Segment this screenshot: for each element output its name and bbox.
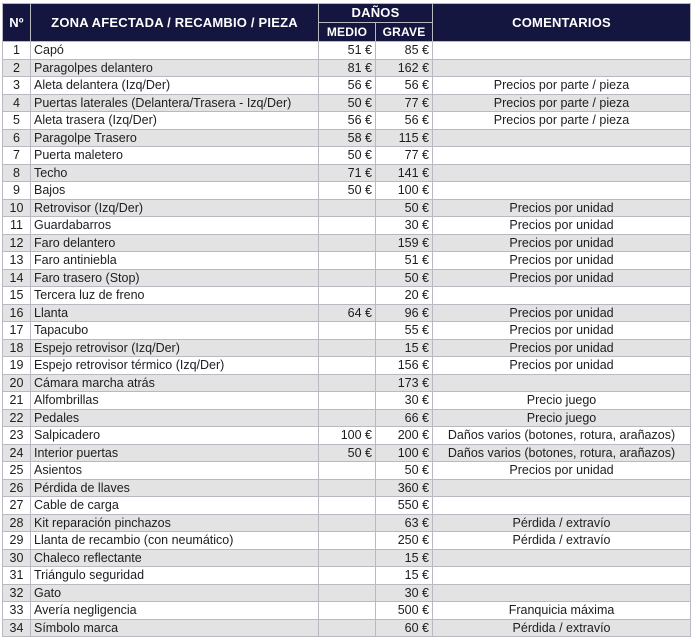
- row-comment: Daños varios (botones, rotura, arañazos): [433, 427, 691, 445]
- header-medio: MEDIO: [319, 23, 376, 42]
- row-comment: Precios por unidad: [433, 252, 691, 270]
- row-comment: Precios por unidad: [433, 357, 691, 375]
- row-zone: Salpicadero: [31, 427, 319, 445]
- row-zone: Puerta maletero: [31, 147, 319, 165]
- row-comment: Precios por unidad: [433, 304, 691, 322]
- table-row: [3, 532, 691, 550]
- row-number: 29: [3, 532, 31, 550]
- row-zone: Chaleco reflectante: [31, 549, 319, 567]
- row-number: 33: [3, 602, 31, 620]
- row-grave-price: 30 €: [376, 392, 433, 410]
- row-number: 22: [3, 409, 31, 427]
- row-medio-price: [319, 287, 376, 305]
- row-comment: Precios por unidad: [433, 269, 691, 287]
- row-number: 9: [3, 182, 31, 200]
- row-medio-price: 56 €: [319, 112, 376, 130]
- row-medio-price: [319, 532, 376, 550]
- row-medio-price: [319, 462, 376, 480]
- row-zone: Faro antiniebla: [31, 252, 319, 270]
- table-row: [3, 199, 691, 217]
- row-comment: Precios por unidad: [433, 199, 691, 217]
- table-row: [3, 269, 691, 287]
- row-comment: [433, 374, 691, 392]
- row-number: 30: [3, 549, 31, 567]
- row-comment: Franquicia máxima: [433, 602, 691, 620]
- row-grave-price: 141 €: [376, 164, 433, 182]
- row-zone: Aleta delantera (Izq/Der): [31, 77, 319, 95]
- row-comment: [433, 164, 691, 182]
- row-zone: Paragolpe Trasero: [31, 129, 319, 147]
- row-grave-price: 51 €: [376, 252, 433, 270]
- row-number: 17: [3, 322, 31, 340]
- row-medio-price: [319, 339, 376, 357]
- row-comment: [433, 497, 691, 515]
- row-medio-price: [319, 392, 376, 410]
- row-comment: Precio juego: [433, 392, 691, 410]
- row-medio-price: [319, 252, 376, 270]
- row-comment: Precios por parte / pieza: [433, 94, 691, 112]
- header-number: Nº: [3, 4, 31, 42]
- row-medio-price: 50 €: [319, 147, 376, 165]
- row-grave-price: 173 €: [376, 374, 433, 392]
- row-zone: Pérdida de llaves: [31, 479, 319, 497]
- row-zone: Espejo retrovisor térmico (Izq/Der): [31, 357, 319, 375]
- row-number: 15: [3, 287, 31, 305]
- table-row: [3, 129, 691, 147]
- row-medio-price: [319, 234, 376, 252]
- table-row: [3, 339, 691, 357]
- row-zone: Techo: [31, 164, 319, 182]
- row-zone: Puertas laterales (Delantera/Trasera - Izq/Der): [31, 94, 319, 112]
- row-number: 28: [3, 514, 31, 532]
- row-medio-price: [319, 567, 376, 585]
- row-grave-price: 156 €: [376, 357, 433, 375]
- row-number: 25: [3, 462, 31, 480]
- row-grave-price: 115 €: [376, 129, 433, 147]
- row-medio-price: 56 €: [319, 77, 376, 95]
- row-zone: Espejo retrovisor (Izq/Der): [31, 339, 319, 357]
- table-row: [3, 602, 691, 620]
- header-grave: GRAVE: [376, 23, 433, 42]
- row-comment: Pérdida / extravío: [433, 514, 691, 532]
- row-grave-price: 63 €: [376, 514, 433, 532]
- row-comment: Precios por unidad: [433, 234, 691, 252]
- table-row: [3, 514, 691, 532]
- table-row: [3, 112, 691, 130]
- damage-price-table: [2, 3, 691, 637]
- row-zone: Llanta de recambio (con neumático): [31, 532, 319, 550]
- row-zone: Pedales: [31, 409, 319, 427]
- row-comment: [433, 584, 691, 602]
- row-medio-price: [319, 479, 376, 497]
- row-comment: [433, 549, 691, 567]
- row-grave-price: 96 €: [376, 304, 433, 322]
- row-zone: Faro delantero: [31, 234, 319, 252]
- table-row: [3, 147, 691, 165]
- row-zone: Tapacubo: [31, 322, 319, 340]
- row-grave-price: 250 €: [376, 532, 433, 550]
- header-comments: COMENTARIOS: [433, 4, 691, 42]
- row-grave-price: 66 €: [376, 409, 433, 427]
- row-grave-price: 550 €: [376, 497, 433, 515]
- table-row: [3, 287, 691, 305]
- row-number: 11: [3, 217, 31, 235]
- row-zone: Símbolo marca: [31, 619, 319, 637]
- header-zone: ZONA AFECTADA / RECAMBIO / PIEZA: [31, 4, 319, 42]
- row-zone: Bajos: [31, 182, 319, 200]
- row-number: 34: [3, 619, 31, 637]
- row-zone: Llanta: [31, 304, 319, 322]
- row-medio-price: [319, 497, 376, 515]
- row-medio-price: [319, 357, 376, 375]
- row-number: 6: [3, 129, 31, 147]
- row-medio-price: [319, 217, 376, 235]
- row-grave-price: 360 €: [376, 479, 433, 497]
- row-comment: [433, 287, 691, 305]
- table-row: [3, 549, 691, 567]
- row-zone: Tercera luz de freno: [31, 287, 319, 305]
- row-number: 3: [3, 77, 31, 95]
- row-medio-price: 51 €: [319, 42, 376, 60]
- row-comment: Precios por unidad: [433, 339, 691, 357]
- row-grave-price: 50 €: [376, 269, 433, 287]
- table-row: [3, 234, 691, 252]
- row-medio-price: [319, 602, 376, 620]
- row-number: 7: [3, 147, 31, 165]
- row-medio-price: 50 €: [319, 182, 376, 200]
- row-medio-price: 64 €: [319, 304, 376, 322]
- row-number: 23: [3, 427, 31, 445]
- row-number: 16: [3, 304, 31, 322]
- table-row: [3, 444, 691, 462]
- row-medio-price: [319, 584, 376, 602]
- table-row: [3, 322, 691, 340]
- table-row: [3, 427, 691, 445]
- row-grave-price: 500 €: [376, 602, 433, 620]
- row-number: 32: [3, 584, 31, 602]
- row-grave-price: 30 €: [376, 217, 433, 235]
- table-row: [3, 357, 691, 375]
- row-comment: [433, 42, 691, 60]
- row-medio-price: [319, 514, 376, 532]
- row-number: 2: [3, 59, 31, 77]
- table-row: [3, 59, 691, 77]
- row-zone: Cable de carga: [31, 497, 319, 515]
- row-comment: Pérdida / extravío: [433, 619, 691, 637]
- row-number: 8: [3, 164, 31, 182]
- row-number: 13: [3, 252, 31, 270]
- row-comment: Precios por parte / pieza: [433, 77, 691, 95]
- table-row: [3, 497, 691, 515]
- row-medio-price: 71 €: [319, 164, 376, 182]
- row-number: 5: [3, 112, 31, 130]
- row-grave-price: 15 €: [376, 339, 433, 357]
- row-number: 19: [3, 357, 31, 375]
- row-comment: [433, 147, 691, 165]
- row-medio-price: [319, 619, 376, 637]
- row-zone: Gato: [31, 584, 319, 602]
- row-zone: Alfombrillas: [31, 392, 319, 410]
- row-number: 12: [3, 234, 31, 252]
- row-grave-price: 200 €: [376, 427, 433, 445]
- table-row: [3, 479, 691, 497]
- row-grave-price: 60 €: [376, 619, 433, 637]
- row-number: 27: [3, 497, 31, 515]
- row-comment: Pérdida / extravío: [433, 532, 691, 550]
- header-damage: DAÑOS: [319, 4, 433, 23]
- row-zone: Avería negligencia: [31, 602, 319, 620]
- row-medio-price: [319, 199, 376, 217]
- row-zone: Interior puertas: [31, 444, 319, 462]
- row-grave-price: 20 €: [376, 287, 433, 305]
- table-row: [3, 164, 691, 182]
- row-number: 31: [3, 567, 31, 585]
- table-body: [3, 42, 691, 637]
- row-number: 4: [3, 94, 31, 112]
- row-number: 20: [3, 374, 31, 392]
- row-comment: [433, 129, 691, 147]
- row-comment: Precios por unidad: [433, 462, 691, 480]
- row-grave-price: 56 €: [376, 77, 433, 95]
- row-comment: [433, 567, 691, 585]
- row-comment: Daños varios (botones, rotura, arañazos): [433, 444, 691, 462]
- row-grave-price: 50 €: [376, 462, 433, 480]
- row-number: 21: [3, 392, 31, 410]
- row-number: 26: [3, 479, 31, 497]
- row-grave-price: 15 €: [376, 567, 433, 585]
- row-medio-price: 50 €: [319, 94, 376, 112]
- table-row: [3, 94, 691, 112]
- row-medio-price: 58 €: [319, 129, 376, 147]
- row-number: 18: [3, 339, 31, 357]
- row-medio-price: [319, 374, 376, 392]
- row-grave-price: 56 €: [376, 112, 433, 130]
- row-number: 14: [3, 269, 31, 287]
- row-grave-price: 30 €: [376, 584, 433, 602]
- row-zone: Aleta trasera (Izq/Der): [31, 112, 319, 130]
- table-row: [3, 182, 691, 200]
- table-row: [3, 217, 691, 235]
- row-zone: Kit reparación pinchazos: [31, 514, 319, 532]
- row-medio-price: [319, 409, 376, 427]
- row-grave-price: 15 €: [376, 549, 433, 567]
- table-row: [3, 462, 691, 480]
- row-grave-price: 100 €: [376, 444, 433, 462]
- row-zone: Guardabarros: [31, 217, 319, 235]
- row-zone: Paragolpes delantero: [31, 59, 319, 77]
- row-zone: Capó: [31, 42, 319, 60]
- row-grave-price: 77 €: [376, 94, 433, 112]
- row-zone: Asientos: [31, 462, 319, 480]
- row-comment: Precios por unidad: [433, 322, 691, 340]
- row-medio-price: [319, 549, 376, 567]
- row-comment: [433, 182, 691, 200]
- row-grave-price: 100 €: [376, 182, 433, 200]
- table-row: [3, 409, 691, 427]
- row-medio-price: 81 €: [319, 59, 376, 77]
- table-row: [3, 374, 691, 392]
- row-medio-price: [319, 269, 376, 287]
- row-grave-price: 162 €: [376, 59, 433, 77]
- row-comment: Precio juego: [433, 409, 691, 427]
- row-medio-price: 50 €: [319, 444, 376, 462]
- row-zone: Cámara marcha atrás: [31, 374, 319, 392]
- row-number: 24: [3, 444, 31, 462]
- row-comment: Precios por parte / pieza: [433, 112, 691, 130]
- table-row: [3, 42, 691, 60]
- row-number: 1: [3, 42, 31, 60]
- row-number: 10: [3, 199, 31, 217]
- row-comment: [433, 479, 691, 497]
- row-comment: Precios por unidad: [433, 217, 691, 235]
- table-row: [3, 252, 691, 270]
- row-grave-price: 85 €: [376, 42, 433, 60]
- row-medio-price: [319, 322, 376, 340]
- row-grave-price: 77 €: [376, 147, 433, 165]
- row-grave-price: 55 €: [376, 322, 433, 340]
- table-header: [3, 4, 691, 42]
- table-row: [3, 619, 691, 637]
- row-medio-price: 100 €: [319, 427, 376, 445]
- table-row: [3, 304, 691, 322]
- row-zone: Triángulo seguridad: [31, 567, 319, 585]
- row-grave-price: 159 €: [376, 234, 433, 252]
- table-row: [3, 392, 691, 410]
- row-grave-price: 50 €: [376, 199, 433, 217]
- row-zone: Retrovisor (Izq/Der): [31, 199, 319, 217]
- row-zone: Faro trasero (Stop): [31, 269, 319, 287]
- table-row: [3, 584, 691, 602]
- table-row: [3, 77, 691, 95]
- table-row: [3, 567, 691, 585]
- row-comment: [433, 59, 691, 77]
